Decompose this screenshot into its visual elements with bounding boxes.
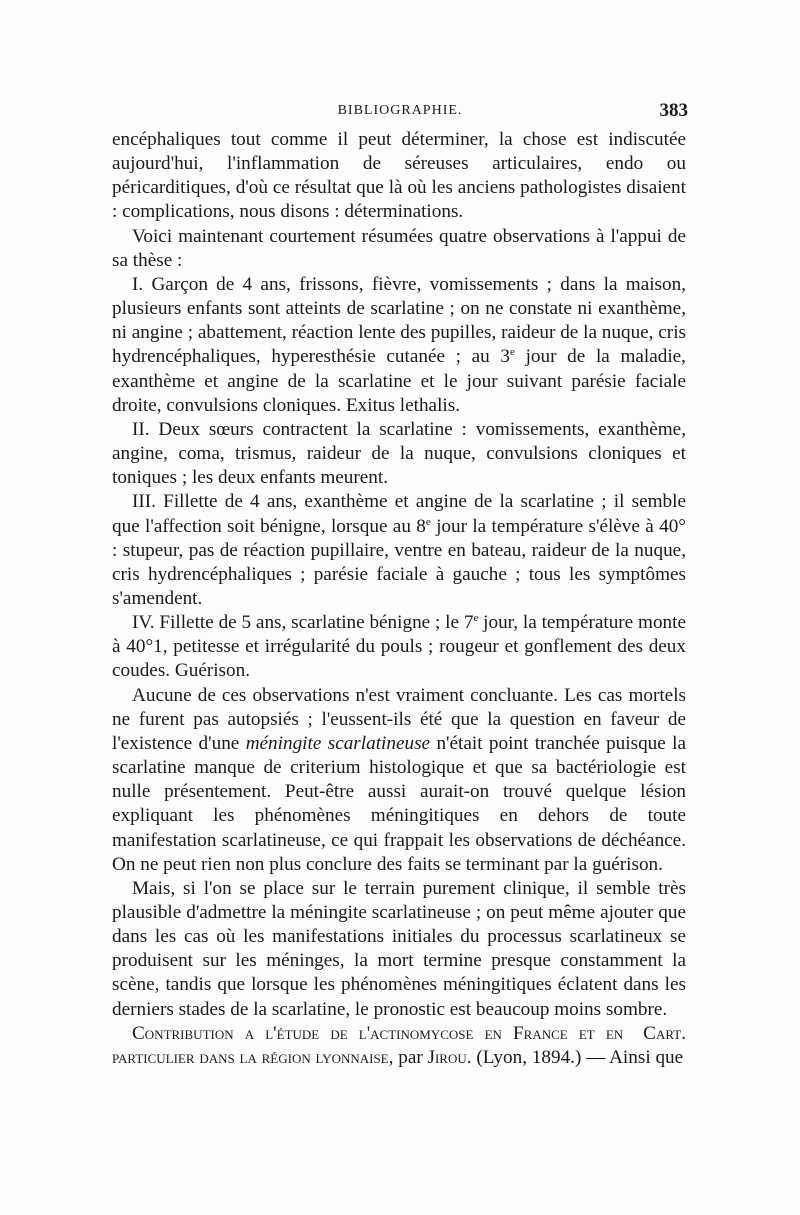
- review-by: par: [393, 1046, 428, 1068]
- observation-3-text-b: jour la température s'élève à 40° : stupeur, pas de réaction pupillaire, ventre en bateau, raideur de la nuque, cris hydrencéphaliques ; parésie faciale à gauche ; tous les symptômes s'amendent.: [112, 515, 686, 609]
- observation-4: [112, 611, 686, 683]
- paragraph-intro-observations: Voici maintenant courtement résumées quatre observations à l'appui de sa thèse :: [112, 225, 686, 271]
- page-number: 383: [659, 100, 688, 121]
- observation-4-text-b: jour, la température monte à 40°1, petitesse et irrégularité du pouls ; rougeur et gonflement des deux coudes. Guérison.: [112, 612, 686, 682]
- observation-4-sup: e: [473, 612, 479, 625]
- running-head: BIBLIOGRAPHIE.: [337, 103, 463, 118]
- observation-1-text-b: jour de la maladie, exanthème et angine de la scarlatine et le jour suivant parésie faciale droite, convulsions cloniques. Exitus lethalis.: [112, 346, 686, 416]
- observation-3-sup: e: [425, 515, 431, 528]
- signature: Cart.: [643, 1022, 686, 1044]
- observation-4-text-a: IV. Fillette de 5 ans, scarlatine bénigne ; le 7: [132, 612, 474, 634]
- observation-3-text-a: III. Fillette de 4 ans, exanthème et angine de la scarlatine ; il semble que l'affection soit bénigne, lorsque au 8: [112, 491, 686, 537]
- review-rest: . (Lyon, 1894.) — Ainsi que: [466, 1046, 684, 1068]
- observation-3: [112, 490, 686, 611]
- page-header: [112, 100, 688, 124]
- paragraph-clinical: [112, 877, 686, 1044]
- paragraph-continuation: encéphaliques tout comme il peut déterminer, la chose est indiscutée aujourd'hui, l'inflammation de séreuses articulaires, endo ou péricarditiques, d'où ce résultat que là où les anciens pathologistes disaient : complications, nous disons : déterminations.: [112, 129, 686, 223]
- review-title: Contribution a l'étude de l'actinomycose en France et en particulier dans la région lyonnaise,: [112, 1022, 624, 1068]
- body-text: [112, 128, 686, 1070]
- review-author: Jirou: [427, 1046, 467, 1068]
- observation-2: II. Deux sœurs contractent la scarlatine : vomissements, exanthème, angine, coma, trismus, raideur de la nuque, convulsions cloniques et toniques ; les deux enfants meurent.: [112, 418, 686, 489]
- observation-1-text-a: I. Garçon de 4 ans, frissons, fièvre, vomissements ; dans la maison, plusieurs enfants sont atteints de scarlatine ; on ne constate ni exanthème, ni angine ; abattement, réaction lente des pupilles, raideur de la nuque, cris hydrencéphaliques, hyperesthésie cutanée ; au 3: [112, 273, 686, 368]
- observation-1-sup: e: [510, 346, 515, 359]
- paragraph-critique-text-b: n'était point tranchée puisque la scarlatine manque de criterium histologique et que sa bactériologie est nulle présentement. Peut-être aussi aurait-on trouvé quelque lésion expliquant les phénomènes méningitiques en dehors de toute manifestation scarlatineuse, ce qui frappait les observations de déchéance. On ne peut rien non plus conclure des faits se terminant par la guérison.: [112, 732, 686, 875]
- paragraph-critique-italic: méningite scarlatineuse: [245, 732, 431, 754]
- paragraph-clinical-text: Mais, si l'on se place sur le terrain purement clinique, il semble très plausible d'admettre la méningite scarlatineuse ; on peut même ajouter que dans les cas où les manifestations initiales du processus scarlatineux se produisent sur les méninges, la mort termine presque constamment la scène, tandis que lorsque les phénomènes méningitiques éclatent dans les derniers stades de la scarlatine, le pronostic est beaucoup moins sombre.: [112, 877, 686, 1020]
- paragraph-critique: [112, 684, 686, 877]
- paragraph-critique-text-a: Aucune de ces observations n'est vraiment concluante. Les cas mortels ne furent pas autopsiés ; l'eussent-ils été que la question en faveur de l'existence d'une: [112, 684, 686, 754]
- paragraph-new-review: [112, 1022, 686, 1070]
- observation-1: [112, 273, 686, 418]
